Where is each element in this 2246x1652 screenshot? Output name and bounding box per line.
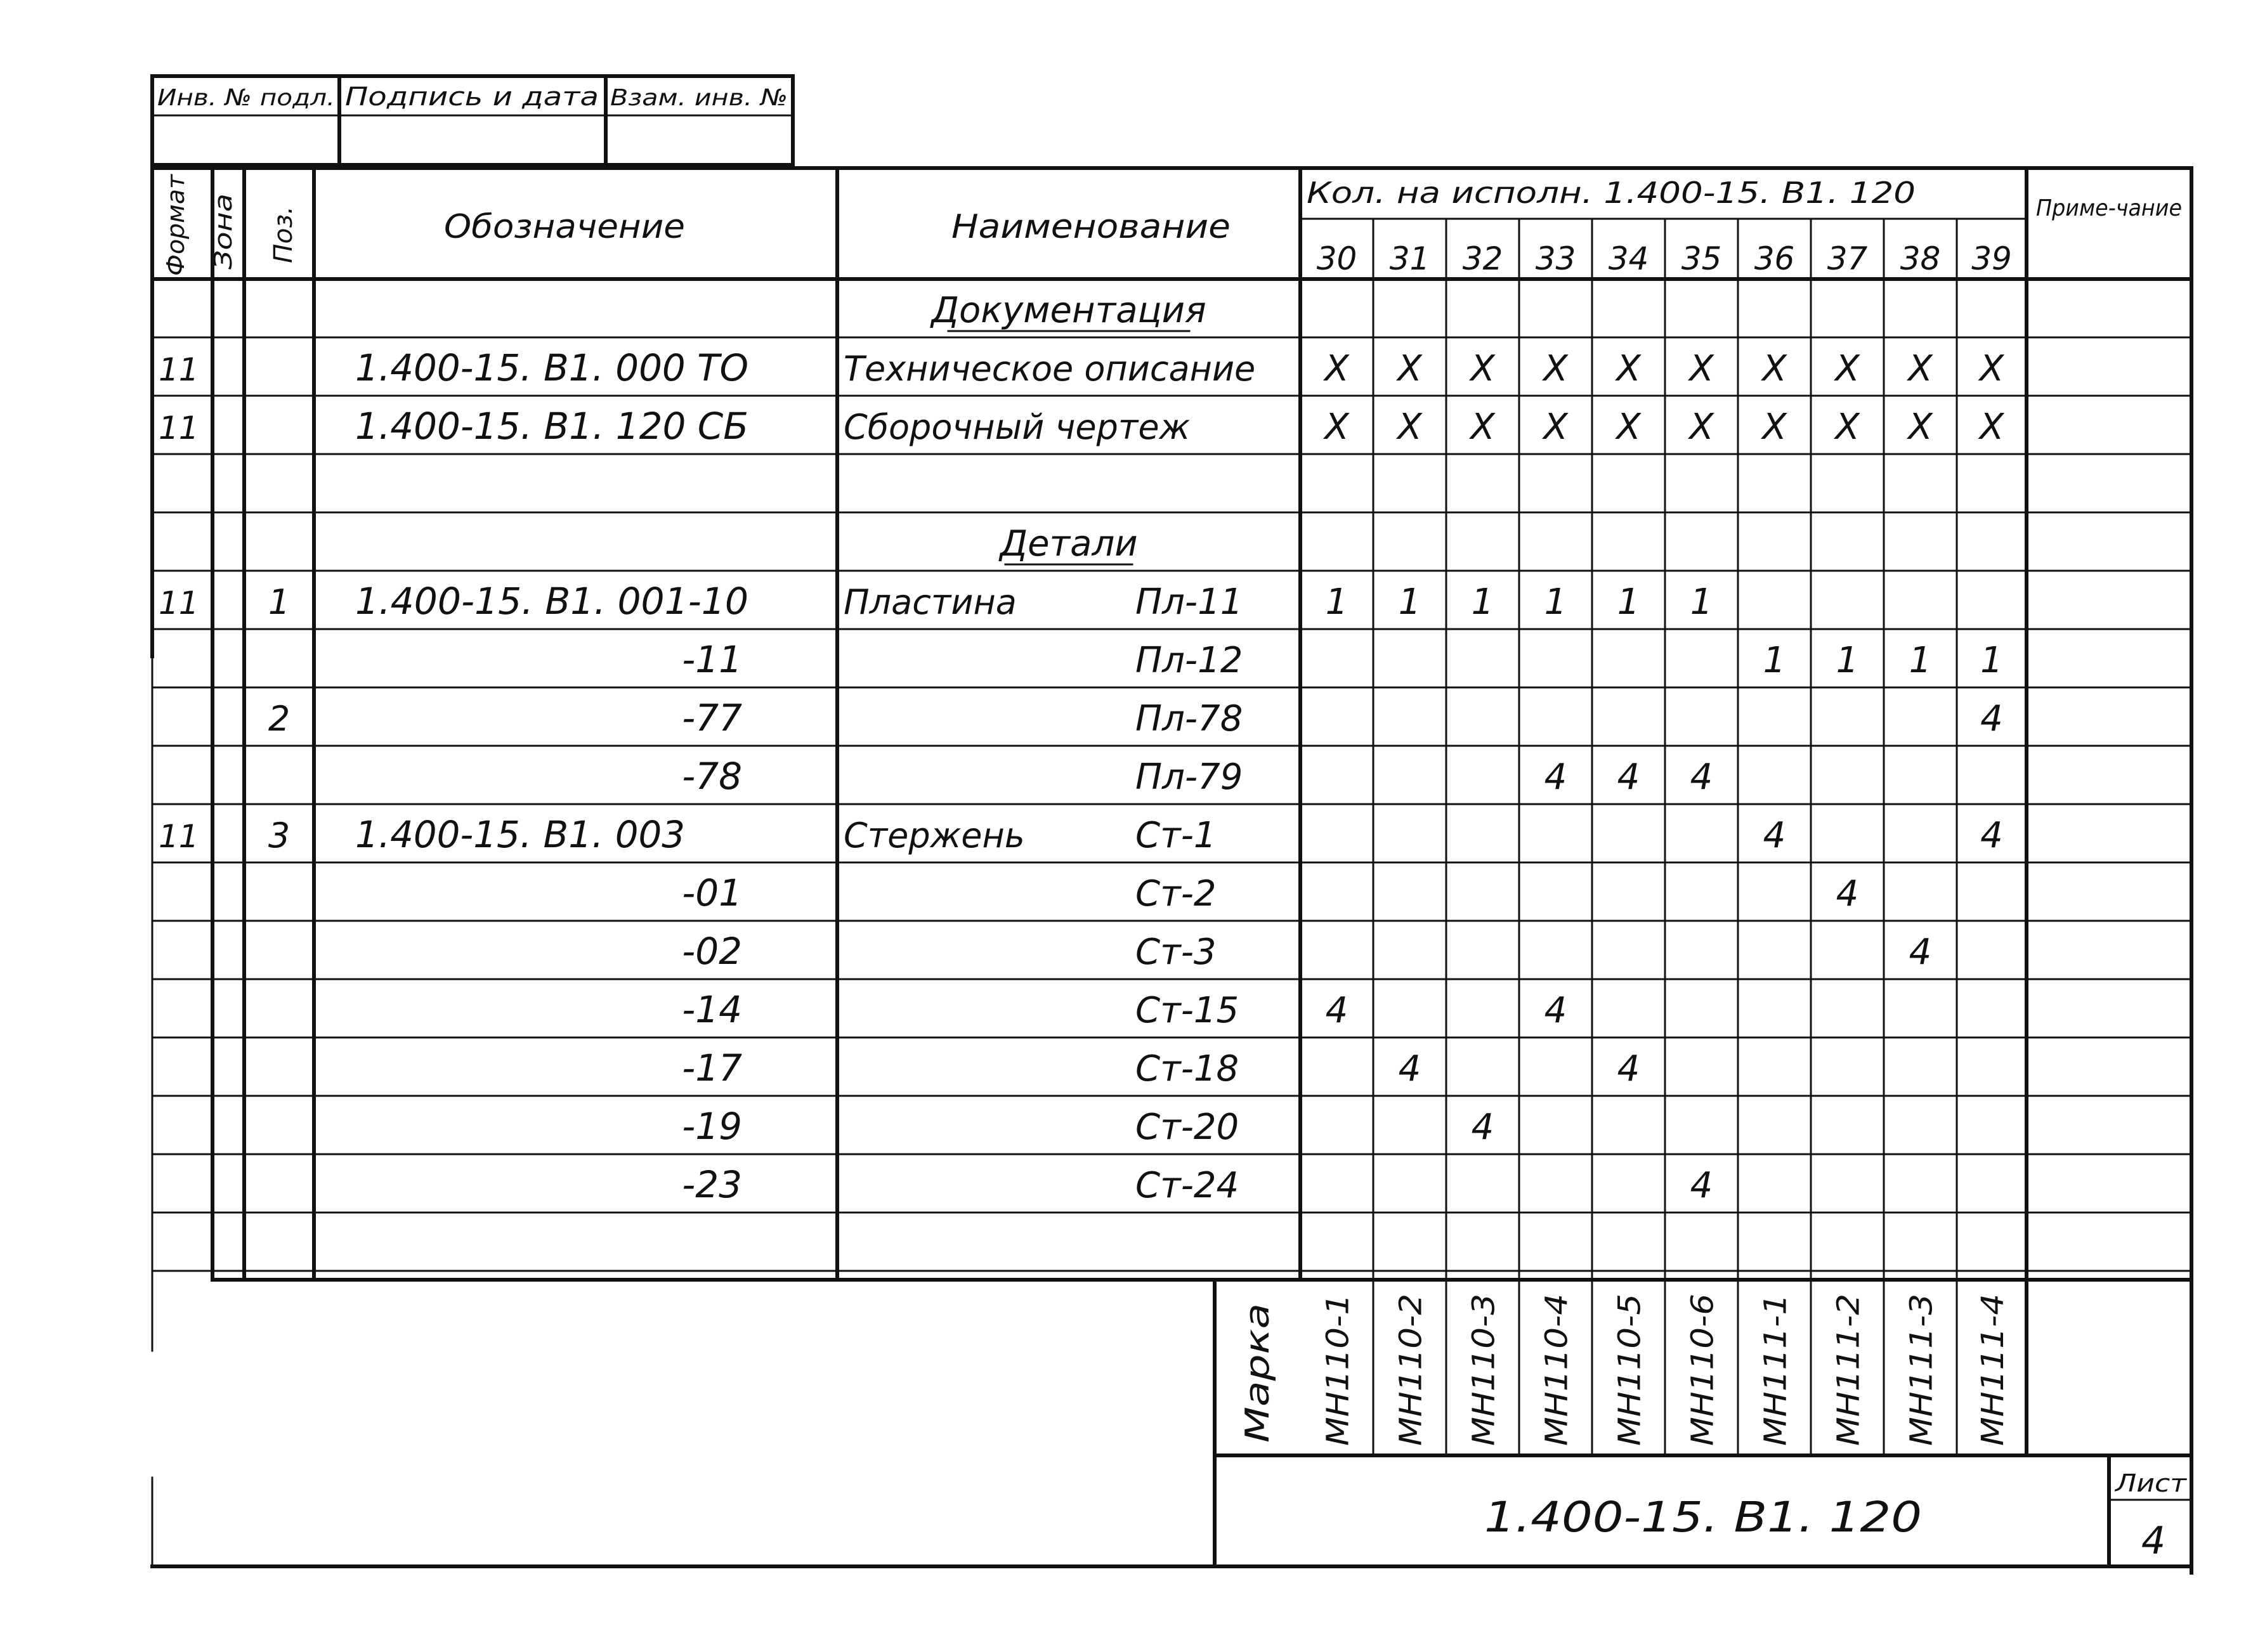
table-row: [682, 988, 1567, 1031]
cell-qty: X: [1762, 348, 1787, 389]
cell-format: 11: [159, 410, 199, 446]
variant-label: 35: [1681, 240, 1722, 277]
cell-qty: X: [1835, 348, 1860, 389]
cell-pos: 2: [268, 699, 291, 739]
section-heading: Детали: [1000, 523, 1138, 564]
table-row: [159, 813, 2003, 856]
cell-name: Сборочный чертеж: [844, 407, 1191, 447]
cell-qty: X: [1979, 348, 2004, 389]
cell-name-suffix: Ст-18: [1135, 1048, 1239, 1089]
cell-format: 11: [159, 351, 199, 388]
doc-number: 1.400-15. В1. 120: [1484, 1493, 1922, 1542]
cell-qty: 4: [1980, 815, 2003, 856]
cell-qty: X: [1979, 406, 2004, 448]
cell-qty: 1: [1763, 640, 1786, 681]
table-row: [682, 871, 1858, 914]
marks-row: [1239, 1294, 2011, 1446]
variant-label: 37: [1827, 240, 1868, 277]
header-name: Наименование: [951, 208, 1231, 246]
mark-value: МН110-4: [1539, 1308, 1575, 1446]
cell-designation: -11: [682, 638, 742, 681]
table-row: [159, 405, 2005, 448]
cell-qty: X: [1543, 406, 1568, 448]
cell-qty: X: [1616, 348, 1641, 389]
cell-qty: X: [1616, 406, 1641, 448]
header-designation: Обозначение: [444, 208, 685, 246]
mark-value: МН111-2: [1831, 1308, 1867, 1446]
cell-qty: 1: [1325, 582, 1348, 623]
cell-qty: 1: [1690, 582, 1713, 623]
cell-designation: 1.400-15. В1. 120 СБ: [355, 405, 748, 448]
mark-value: МН110-1: [1320, 1308, 1356, 1446]
variant-label: 36: [1754, 240, 1795, 277]
cell-qty: 1: [1980, 640, 2003, 681]
header-pos: Поз.: [269, 207, 298, 263]
cell-qty: 4: [1763, 815, 1786, 856]
table-row: [682, 638, 2003, 681]
cell-designation: -17: [682, 1046, 742, 1089]
cell-designation: -19: [682, 1105, 742, 1148]
sheet-label: Лист: [2113, 1469, 2188, 1497]
variant-label: 39: [1971, 240, 2012, 277]
cell-name-suffix: Ст-1: [1135, 815, 1217, 856]
mark-value: МН110-2: [1393, 1308, 1429, 1446]
cell-qty: 4: [1980, 698, 2003, 739]
cell-qty: X: [1835, 406, 1860, 448]
cell-name-suffix: Ст-15: [1135, 990, 1239, 1031]
cell-qty: 1: [1471, 582, 1494, 623]
cell-designation: -77: [682, 696, 742, 739]
cell-name-suffix: Пл-11: [1135, 582, 1243, 623]
cell-name-suffix: Ст-3: [1135, 932, 1217, 973]
cell-qty: X: [1689, 348, 1714, 389]
mark-value: МН110-6: [1685, 1308, 1721, 1446]
cell-qty: X: [1397, 348, 1422, 389]
cell-qty: 4: [1690, 1165, 1713, 1206]
mark-value: МН111-4: [1975, 1308, 2011, 1446]
stamp-inv-no: Инв. № подл.: [157, 85, 335, 111]
table-row: [159, 346, 2005, 389]
section-heading: Документация: [931, 290, 1206, 331]
cell-qty: 4: [1325, 990, 1348, 1031]
table-row: [682, 930, 1931, 973]
cell-qty: X: [1470, 406, 1495, 448]
table-row: [929, 290, 1206, 331]
variant-label: 30: [1316, 240, 1357, 277]
header-qty-title: Кол. на исполн. 1.400-15. В1. 120: [1307, 176, 1916, 210]
cell-qty: 4: [1471, 1107, 1494, 1148]
header-format: Формат: [162, 178, 190, 276]
table-row: [682, 1105, 1494, 1148]
cell-name: Пластина: [844, 582, 1017, 622]
cell-qty: X: [1324, 406, 1349, 448]
cell-name: Стержень: [844, 816, 1025, 855]
table-row: [159, 580, 1713, 623]
cell-designation: -23: [682, 1163, 742, 1206]
cell-qty: 4: [1544, 990, 1567, 1031]
cell-qty: X: [1324, 348, 1349, 389]
cell-designation: -14: [682, 988, 742, 1031]
cell-qty: 4: [1690, 757, 1713, 798]
cell-qty: 1: [1617, 582, 1640, 623]
variant-label: 32: [1462, 240, 1503, 277]
stamp-signature-date: Подпись и дата: [345, 82, 599, 112]
table-row: [268, 696, 2003, 739]
cell-pos: 1: [268, 582, 291, 622]
variant-label: 34: [1608, 240, 1649, 277]
variant-label: 31: [1389, 240, 1430, 277]
cell-qty: 4: [1836, 873, 1859, 914]
cell-format: 11: [159, 585, 199, 621]
cell-qty: X: [1908, 406, 1933, 448]
cell-qty: X: [1543, 348, 1568, 389]
cell-designation: -78: [682, 755, 742, 798]
cell-qty: X: [1908, 348, 1933, 389]
cell-qty: 4: [1617, 757, 1640, 798]
mark-value: МН111-1: [1758, 1308, 1794, 1446]
variant-label: 33: [1535, 240, 1576, 277]
cell-qty: X: [1762, 406, 1787, 448]
cell-name-suffix: Ст-20: [1135, 1107, 1239, 1148]
cell-name-suffix: Пл-12: [1135, 640, 1243, 681]
cell-qty: 4: [1909, 932, 1932, 973]
cell-name-suffix: Пл-78: [1135, 698, 1243, 739]
cell-designation: 1.400-15. В1. 003: [355, 813, 685, 856]
cell-qty: 1: [1398, 582, 1421, 623]
cell-designation: 1.400-15. В1. 000 ТО: [355, 346, 748, 389]
cell-designation: -01: [682, 871, 742, 914]
cell-qty: 4: [1617, 1048, 1640, 1089]
cell-designation: -02: [682, 930, 742, 973]
variant-label: 38: [1900, 240, 1941, 277]
cell-qty: 1: [1544, 582, 1567, 623]
table-body: [159, 290, 2005, 1206]
cell-qty: X: [1397, 406, 1422, 448]
table-row: [998, 523, 1137, 564]
marks-label: Марка: [1239, 1332, 1277, 1443]
cell-designation: 1.400-15. В1. 001-10: [355, 580, 748, 623]
title-block: [1484, 1469, 2188, 1563]
cell-qty: 1: [1909, 640, 1932, 681]
cell-name-suffix: Ст-2: [1135, 873, 1217, 914]
sheet-number: 4: [2141, 1519, 2166, 1563]
cell-qty: 1: [1836, 640, 1859, 681]
header-note: Приме-чание: [2036, 195, 2182, 221]
cell-pos: 3: [268, 816, 291, 855]
stamp-vzam-inv: Взам. инв. №: [610, 85, 788, 111]
mark-value: МН110-3: [1466, 1308, 1502, 1446]
cell-qty: X: [1470, 348, 1495, 389]
table-row: [682, 1046, 1640, 1089]
mark-value: МН111-3: [1903, 1308, 1940, 1446]
archive-stamp: [152, 76, 793, 165]
cell-name-suffix: Пл-79: [1135, 757, 1243, 798]
header-zone: Зона: [209, 209, 237, 270]
cell-name-suffix: Ст-24: [1135, 1165, 1239, 1206]
cell-qty: 4: [1544, 757, 1567, 798]
mark-value: МН110-5: [1612, 1308, 1648, 1446]
table-header: [152, 173, 2191, 279]
cell-name: Техническое описание: [844, 349, 1256, 389]
cell-format: 11: [159, 818, 199, 855]
cell-qty: 4: [1398, 1048, 1421, 1089]
cell-qty: X: [1689, 406, 1714, 448]
